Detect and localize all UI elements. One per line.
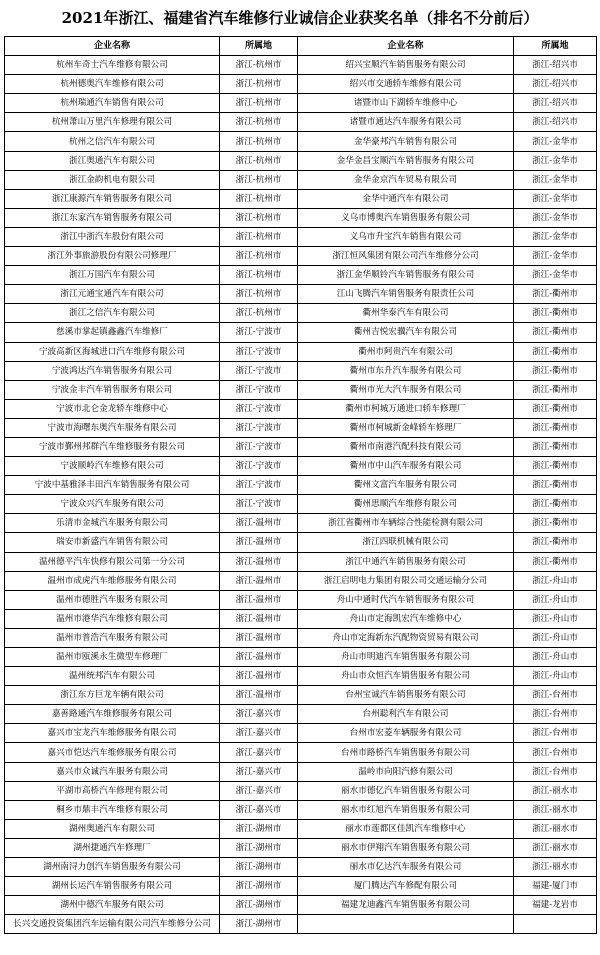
cell-location-right: 浙江-舟山市 [514,648,597,667]
cell-location-right: 浙江-衢州市 [514,361,597,380]
table-row [5,380,597,399]
cell-location-right: 浙江-金华市 [514,247,597,266]
cell-company-name-left: 杭州之信汽车有限公司 [5,132,220,151]
cell-company-name-right: 绍兴市交通轿车维修有限公司 [298,75,514,94]
cell-company-name-right: 台州聪利汽车有限公司 [298,705,514,724]
table-row [5,170,597,189]
cell-company-name-right: 丽水市亿达汽车服务有限公司 [298,858,514,877]
cell-location-right: 浙江-台州市 [514,743,597,762]
cell-location-left: 浙江-宁波市 [220,380,298,399]
cell-location-right: 浙江-台州市 [514,705,597,724]
cell-company-name-left: 浙江金韵机电有限公司 [5,170,220,189]
header-location-left: 所属地 [220,37,298,56]
cell-location-left: 浙江-宁波市 [220,323,298,342]
cell-company-name-left: 湖州南浔力创汽车销售服务有限公司 [5,858,220,877]
cell-location-left: 浙江-宁波市 [220,457,298,476]
table-row [5,628,597,647]
cell-location-right: 浙江-衢州市 [514,323,597,342]
cell-company-name-left: 平湖市高桥汽车修理有限公司 [5,781,220,800]
cell-company-name-left: 宁波金丰汽车销售服务有限公司 [5,380,220,399]
cell-location-left: 浙江-杭州市 [220,132,298,151]
cell-company-name-left: 宁波顺岭汽车维修有限公司 [5,457,220,476]
cell-location-right: 浙江-绍兴市 [514,94,597,113]
cell-location-right: 浙江-衢州市 [514,418,597,437]
cell-location-right: 福建-龙岩市 [514,896,597,915]
cell-company-name-right: 台州市路桥汽车销售服务有限公司 [298,743,514,762]
cell-company-name-right: 衢州文富汽车服务有限公司 [298,476,514,495]
cell-company-name-right: 江山飞腾汽车销售服务有限责任公司 [298,285,514,304]
cell-location-right: 浙江-丽水市 [514,781,597,800]
cell-company-name-left: 温州市成虎汽车维修服务有限公司 [5,571,220,590]
table-header-row [5,37,597,56]
cell-location-left: 浙江-嘉兴市 [220,781,298,800]
table-row [5,476,597,495]
table-row [5,781,597,800]
cell-location-left: 浙江-湖州市 [220,877,298,896]
table-row [5,285,597,304]
cell-location-right: 浙江-衢州市 [514,304,597,323]
cell-location-left: 浙江-宁波市 [220,342,298,361]
cell-company-name-right: 衢州市阿贵汽车有限公司 [298,342,514,361]
cell-location-left: 浙江-杭州市 [220,189,298,208]
table-row [5,590,597,609]
cell-company-name-left: 瑞安市新盛汽车销售有限公司 [5,533,220,552]
cell-location-right: 浙江-衢州市 [514,437,597,456]
cell-location-right: 浙江-衢州市 [514,380,597,399]
cell-location-left: 浙江-温州市 [220,667,298,686]
cell-company-name-right: 衢州市光大汽车服务有限公司 [298,380,514,399]
table-row [5,552,597,571]
cell-company-name-left: 浙江奥通汽车有限公司 [5,151,220,170]
cell-location-right [514,915,597,934]
cell-location-right: 浙江-舟山市 [514,667,597,686]
header-company-name-right: 企业名称 [298,37,514,56]
table-row [5,266,597,285]
cell-company-name-right: 浙江省衢州市车辆综合性能检测有限公司 [298,514,514,533]
cell-location-left: 浙江-杭州市 [220,113,298,132]
cell-company-name-right: 丽水市红旭汽车销售服务有限公司 [298,800,514,819]
cell-location-left: 浙江-嘉兴市 [220,743,298,762]
cell-location-left: 浙江-杭州市 [220,151,298,170]
cell-company-name-left: 杭州萧山万里汽车修理有限公司 [5,113,220,132]
cell-company-name-right: 金华金昌宝顺汽车销售服务有限公司 [298,151,514,170]
cell-location-right: 浙江-绍兴市 [514,113,597,132]
cell-company-name-left: 宁波鸿达汽车销售服务有限公司 [5,361,220,380]
cell-company-name-right: 诸暨市通达汽车服务有限公司 [298,113,514,132]
cell-company-name-left: 浙江之信汽车有限公司 [5,304,220,323]
table-row [5,75,597,94]
cell-company-name-left: 宁波众兴汽车服务有限公司 [5,495,220,514]
cell-company-name-left: 杭州车奇士汽车维修有限公司 [5,56,220,75]
cell-location-left: 浙江-温州市 [220,686,298,705]
cell-location-right: 浙江-衢州市 [514,457,597,476]
cell-location-left: 浙江-温州市 [220,533,298,552]
cell-location-left: 浙江-杭州市 [220,75,298,94]
cell-location-left: 浙江-温州市 [220,514,298,533]
cell-location-left: 浙江-温州市 [220,552,298,571]
cell-location-right: 浙江-衢州市 [514,514,597,533]
cell-location-right: 浙江-衢州市 [514,399,597,418]
cell-location-left: 浙江-杭州市 [220,170,298,189]
table-row [5,227,597,246]
table-row [5,189,597,208]
cell-company-name-right: 义乌市升宝汽车销售有限公司 [298,227,514,246]
cell-location-right: 浙江-衢州市 [514,285,597,304]
cell-location-left: 浙江-湖州市 [220,838,298,857]
table-row [5,858,597,877]
cell-company-name-left: 浙江万国汽车有限公司 [5,266,220,285]
cell-location-right: 浙江-台州市 [514,724,597,743]
table-row [5,609,597,628]
cell-location-left: 浙江-嘉兴市 [220,724,298,743]
table-row [5,819,597,838]
table-row [5,342,597,361]
cell-company-name-left: 宁波市北仑金龙轿车维修中心 [5,399,220,418]
cell-location-right: 浙江-绍兴市 [514,75,597,94]
cell-company-name-left: 宁波高新区海城进口汽车维修有限公司 [5,342,220,361]
cell-company-name-left: 嘉兴市宝龙汽车维修服务有限公司 [5,724,220,743]
cell-location-right: 浙江-舟山市 [514,609,597,628]
cell-company-name-right: 浙江金华顺铃汽车销售服务有限公司 [298,266,514,285]
cell-company-name-left: 宁波市海曙东奥汽车服务有限公司 [5,418,220,437]
cell-location-left: 浙江-宁波市 [220,361,298,380]
table-row [5,132,597,151]
cell-company-name-right: 台州宝诚汽车销售服务有限公司 [298,686,514,705]
table-row [5,648,597,667]
cell-location-right: 浙江-丽水市 [514,819,597,838]
page-title: 2021年浙江、福建省汽车维修行业诚信企业获奖名单（排名不分前后） [61,9,539,27]
cell-location-left: 浙江-嘉兴市 [220,800,298,819]
cell-company-name-left: 温州德平汽车快修有限公司第一分公司 [5,552,220,571]
cell-location-right: 浙江-台州市 [514,686,597,705]
cell-company-name-right: 衢州吉悦宏骥汽车有限公司 [298,323,514,342]
cell-location-right: 浙江-丽水市 [514,858,597,877]
cell-company-name-right: 衢州市柯城新金峰轿车修理厂 [298,418,514,437]
cell-company-name-left: 湖州奥通汽车有限公司 [5,819,220,838]
cell-company-name-right: 浙江四联机械有限公司 [298,533,514,552]
cell-company-name-left: 浙江中浙汽车股份有限公司 [5,227,220,246]
cell-location-right: 浙江-舟山市 [514,590,597,609]
cell-company-name-right: 金华中通汽车有限公司 [298,189,514,208]
cell-location-right: 浙江-衢州市 [514,476,597,495]
table-body [5,56,597,934]
cell-location-right: 浙江-金华市 [514,151,597,170]
cell-company-name-left: 桐乡市鼎丰汽车维修有限公司 [5,800,220,819]
cell-company-name-left: 浙江元通宝通汽车有限公司 [5,285,220,304]
table-row [5,915,597,934]
cell-location-right: 浙江-金华市 [514,227,597,246]
table-row [5,94,597,113]
table-row [5,323,597,342]
cell-location-right: 浙江-丽水市 [514,838,597,857]
cell-company-name-right: 丽水市莲都区佳凯汽车维修中心 [298,819,514,838]
cell-company-name-right: 福建龙迪鑫汽车销售服务有限公司 [298,896,514,915]
table-row [5,800,597,819]
cell-company-name-right: 厦门腾达汽车修配有限公司 [298,877,514,896]
table-row [5,724,597,743]
cell-location-right: 浙江-金华市 [514,132,597,151]
table-row [5,304,597,323]
cell-company-name-left: 温州市德胜汽车服务有限公司 [5,590,220,609]
cell-company-name-left: 嘉善路通汽车维修服务有限公司 [5,705,220,724]
cell-location-left: 浙江-温州市 [220,628,298,647]
cell-location-right: 浙江-金华市 [514,208,597,227]
cell-company-name-right: 舟山市定海新东汽配物资贸易有限公司 [298,628,514,647]
table-row [5,762,597,781]
cell-company-name-left: 嘉兴市众诚汽车服务有限公司 [5,762,220,781]
cell-company-name-left: 嘉兴市恺达汽车维修服务有限公司 [5,743,220,762]
cell-company-name-right: 衢州华泰汽车有限公司 [298,304,514,323]
cell-company-name-right: 衢州思顺汽车维修有限公司 [298,495,514,514]
cell-location-left: 浙江-杭州市 [220,247,298,266]
table-row [5,56,597,75]
cell-company-name-right: 台州市宏菱车辆服务有限公司 [298,724,514,743]
cell-company-name-right: 绍兴宝顺汽车销售服务有限公司 [298,56,514,75]
cell-location-left: 浙江-嘉兴市 [220,762,298,781]
table-row [5,877,597,896]
cell-company-name-left: 湖州中德汽车服务有限公司 [5,896,220,915]
cell-location-left: 浙江-湖州市 [220,915,298,934]
cell-company-name-right: 金华豪邦汽车销售有限公司 [298,132,514,151]
cell-location-left: 浙江-温州市 [220,571,298,590]
table-row [5,151,597,170]
cell-company-name-right: 舟山市明迪汽车销售服务有限公司 [298,648,514,667]
cell-company-name-left: 乐清市金城汽车服务有限公司 [5,514,220,533]
cell-company-name-left: 湖州捷通汽车修理厂 [5,838,220,857]
cell-location-left: 浙江-宁波市 [220,476,298,495]
table-row [5,743,597,762]
cell-company-name-left: 温州市普浩汽车服务有限公司 [5,628,220,647]
cell-location-right: 浙江-衢州市 [514,533,597,552]
cell-company-name-right: 浙江中通汽车销售服务有限公司 [298,552,514,571]
cell-company-name-right [298,915,514,934]
table-row [5,838,597,857]
cell-location-left: 浙江-杭州市 [220,208,298,227]
cell-company-name-left: 温州市瓯溪永生微型车修理厂 [5,648,220,667]
header-location-right: 所属地 [514,37,597,56]
cell-company-name-left: 浙江康源汽车销售服务有限公司 [5,189,220,208]
cell-location-left: 浙江-宁波市 [220,399,298,418]
table-row [5,399,597,418]
cell-location-left: 浙江-湖州市 [220,896,298,915]
table-row [5,667,597,686]
cell-company-name-right: 衢州市柯城万通进口轿车修理厂 [298,399,514,418]
cell-location-left: 浙江-杭州市 [220,94,298,113]
cell-company-name-left: 宁波中基雅泽丰田汽车销售服务有限公司 [5,476,220,495]
cell-location-right: 福建-厦门市 [514,877,597,896]
table-row [5,533,597,552]
cell-company-name-left: 宁波市鄞州邦群汽车维修服务有限公司 [5,437,220,456]
cell-location-left: 浙江-宁波市 [220,437,298,456]
table-row [5,113,597,132]
table-row [5,686,597,705]
table-row [5,247,597,266]
cell-location-left: 浙江-湖州市 [220,858,298,877]
cell-company-name-left: 浙江东方巨龙车辆有限公司 [5,686,220,705]
table-row [5,437,597,456]
cell-location-right: 浙江-舟山市 [514,571,597,590]
cell-location-left: 浙江-温州市 [220,648,298,667]
cell-location-right: 浙江-衢州市 [514,495,597,514]
cell-company-name-right: 衢州市东升汽车服务有限公司 [298,361,514,380]
cell-location-left: 浙江-杭州市 [220,285,298,304]
cell-company-name-right: 舟山市众恒汽车销售服务有限公司 [298,667,514,686]
cell-company-name-right: 诸暨市山下湖轿车维修中心 [298,94,514,113]
cell-company-name-left: 浙江外事旅游股份有限公司修理厂 [5,247,220,266]
table-row [5,208,597,227]
cell-company-name-left: 温州市港华汽车维修有限公司 [5,609,220,628]
cell-company-name-right: 浙江启明电力集团有限公司交通运输分公司 [298,571,514,590]
table-row [5,457,597,476]
cell-location-left: 浙江-湖州市 [220,819,298,838]
cell-location-right: 浙江-衢州市 [514,342,597,361]
cell-company-name-left: 慈溪市掌起镇鑫鑫汽车维修厂 [5,323,220,342]
cell-location-left: 浙江-杭州市 [220,266,298,285]
cell-location-right: 浙江-绍兴市 [514,56,597,75]
table-row [5,705,597,724]
table-row [5,571,597,590]
cell-location-left: 浙江-宁波市 [220,418,298,437]
header-company-name-left: 企业名称 [5,37,220,56]
cell-company-name-right: 义乌市博奥汽车销售服务有限公司 [298,208,514,227]
cell-company-name-right: 浙江恒风集团有限公司汽车维修分公司 [298,247,514,266]
table-row [5,418,597,437]
table-row [5,514,597,533]
cell-company-name-right: 温岭市向阳汽修有限公司 [298,762,514,781]
cell-company-name-left: 湖州长运汽车销售服务有限公司 [5,877,220,896]
cell-company-name-right: 丽水市伊翔汽车销售服务有限公司 [298,838,514,857]
cell-location-right: 浙江-衢州市 [514,552,597,571]
cell-company-name-right: 舟山市定海凯宏汽车维修中心 [298,609,514,628]
cell-company-name-right: 衢州市中山汽车服务有限公司 [298,457,514,476]
cell-location-right: 浙江-台州市 [514,762,597,781]
cell-location-right: 浙江-金华市 [514,170,597,189]
table-row [5,896,597,915]
table-row [5,495,597,514]
table-row [5,361,597,380]
cell-company-name-left: 杭州德奥汽车维修有限公司 [5,75,220,94]
cell-location-right: 浙江-金华市 [514,266,597,285]
cell-location-right: 浙江-舟山市 [514,628,597,647]
cell-company-name-right: 衢州市南港汽配科技有限公司 [298,437,514,456]
awards-table [4,36,597,934]
cell-location-right: 浙江-丽水市 [514,800,597,819]
cell-company-name-left: 长兴交通投资集团汽车运输有限公司汽车维修分公司 [5,915,220,934]
cell-company-name-right: 丽水市德亿汽车销售服务有限公司 [298,781,514,800]
cell-location-left: 浙江-温州市 [220,590,298,609]
cell-location-left: 浙江-宁波市 [220,495,298,514]
cell-company-name-left: 浙江东家汽车销售服务有限公司 [5,208,220,227]
cell-location-left: 浙江-嘉兴市 [220,705,298,724]
cell-location-left: 浙江-杭州市 [220,56,298,75]
cell-location-left: 浙江-温州市 [220,609,298,628]
cell-company-name-left: 杭州瑞通汽车销售有限公司 [5,94,220,113]
cell-location-left: 浙江-杭州市 [220,227,298,246]
cell-location-left: 浙江-杭州市 [220,304,298,323]
cell-company-name-right: 金华金京汽车贸易有限公司 [298,170,514,189]
cell-location-right: 浙江-金华市 [514,189,597,208]
cell-company-name-right: 舟山中通时代汽车销售服务有限公司 [298,590,514,609]
cell-company-name-left: 温州统邦汽车有限公司 [5,667,220,686]
